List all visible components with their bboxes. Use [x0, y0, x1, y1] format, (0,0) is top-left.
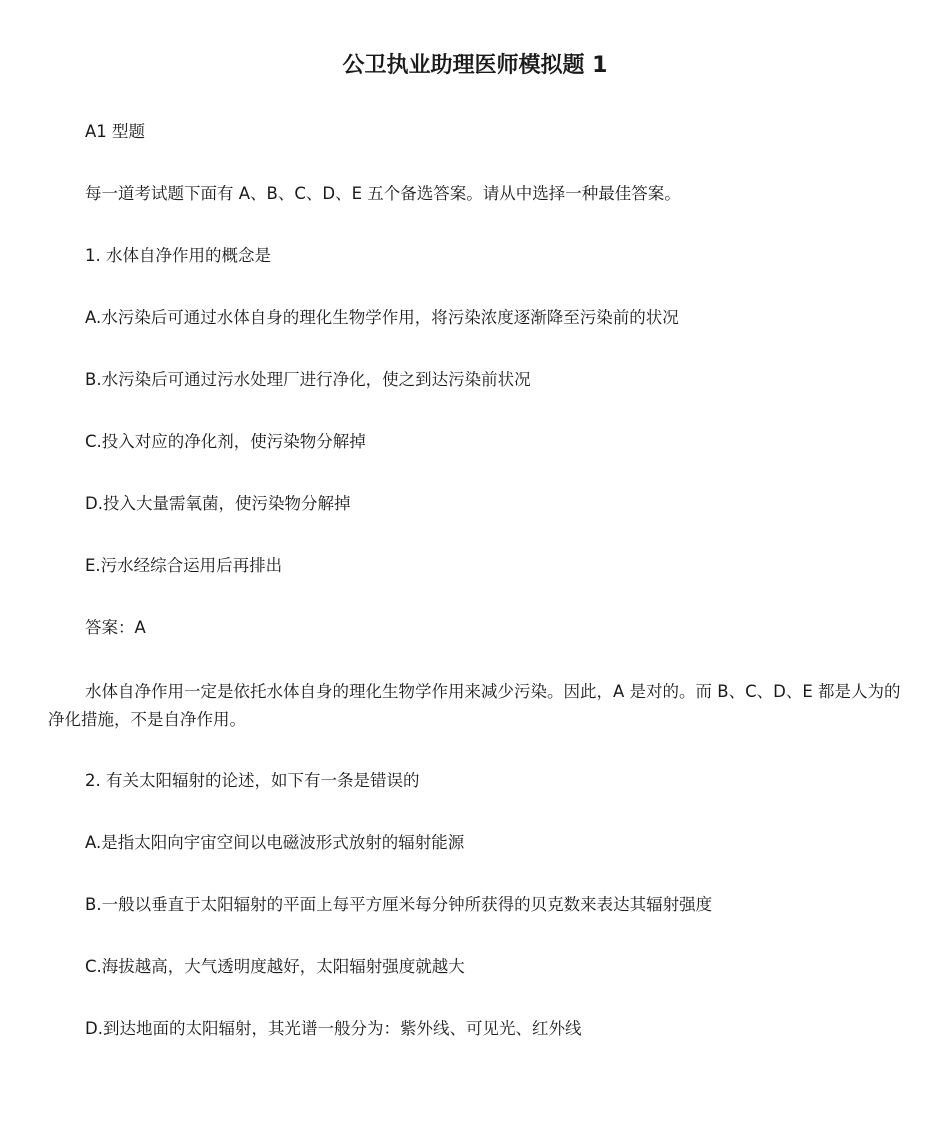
question-1-explanation: 水体自净作用一定是依托水体自身的理化生物学作用来减少污染。因此，A 是对的。而 B、C、D、E 都是人为的净化措施，不是自净作用。: [48, 682, 901, 729]
instructions: 每一道考试题下面有 A、B、C、D、E 五个备选答案。请从中选择一种最佳答案。: [85, 184, 681, 203]
question-1-option-e: E.污水经综合运用后再排出: [85, 556, 283, 575]
question-2-option-b: B.一般以垂直于太阳辐射的平面上每平方厘米每分钟所获得的贝克数来表达其辐射强度: [85, 895, 713, 914]
question-2-stem: 2. 有关太阳辐射的论述，如下有一条是错误的: [85, 771, 420, 790]
question-2-option-a: A.是指太阳向宇宙空间以电磁波形式放射的辐射能源: [85, 833, 465, 852]
question-2-option-c: C.海拔越高，大气透明度越好，太阳辐射强度就越大: [85, 957, 465, 976]
question-1-answer: 答案：A: [85, 618, 146, 637]
page-title: 公卫执业助理医师模拟题 1: [342, 53, 608, 78]
section-heading: A1 型题: [85, 122, 146, 141]
question-1-option-a: A.水污染后可通过水体自身的理化生物学作用，将污染浓度逐渐降至污染前的状况: [85, 308, 679, 327]
question-1-stem: 1. 水体自净作用的概念是: [85, 246, 271, 265]
question-1-option-d: D.投入大量需氧菌，使污染物分解掉: [85, 494, 351, 513]
question-1-option-c: C.投入对应的净化剂，使污染物分解掉: [85, 432, 366, 451]
question-2-option-d: D.到达地面的太阳辐射，其光谱一般分为：紫外线、可见光、红外线: [85, 1019, 582, 1038]
question-1-option-b: B.水污染后可通过污水处理厂进行净化，使之到达污染前状况: [85, 370, 531, 389]
